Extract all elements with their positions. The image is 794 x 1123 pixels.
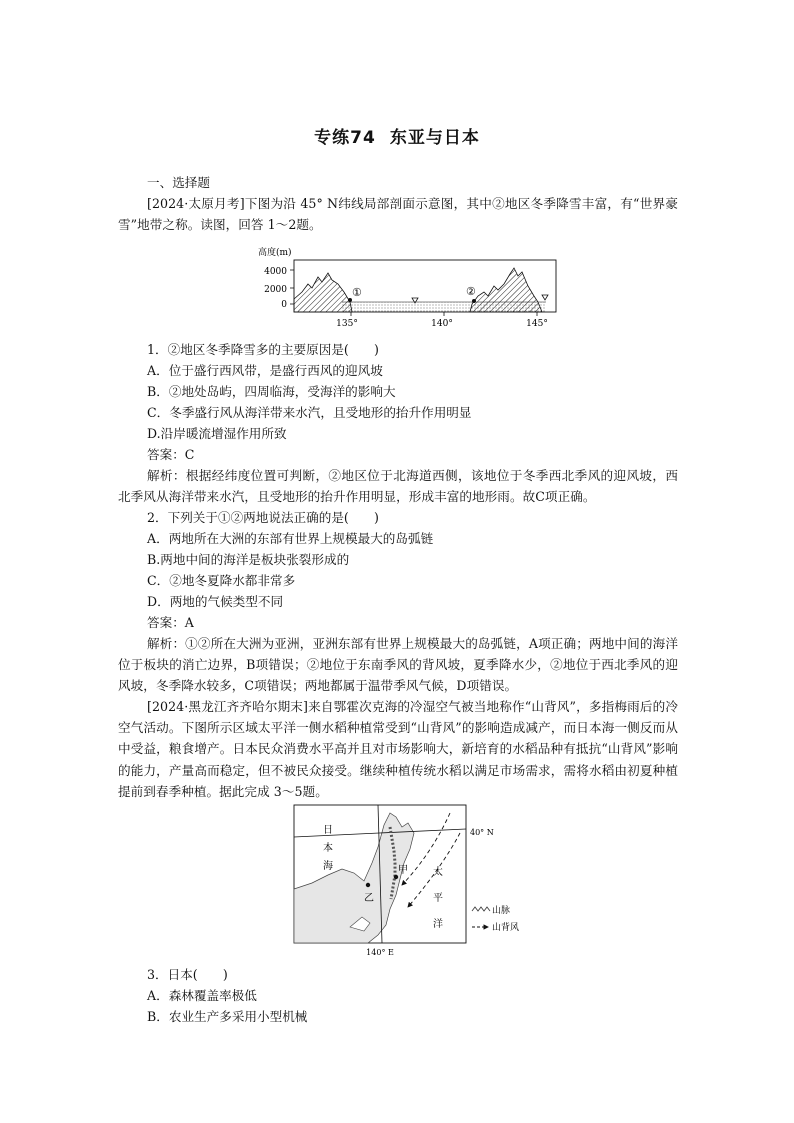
profile-xtick: 135° (336, 319, 358, 329)
q1-option-a: A．位于盛行西风带，是盛行西风的迎风坡 (147, 363, 383, 378)
q2-analysis: 解析：①②所在大洲为亚洲，亚洲东部有世界上规模最大的岛弧链，A项正确；两地中间的海洋位于板块的消亡边界，B项错误；②地位于东南季风的背风坡，夏季降水少，②地位于西北季风的迎风坡，冬季降水较多，C项错误；两地都属于温带季风气候，D项错误。 (118, 636, 678, 694)
site-2-label: ② (466, 285, 476, 298)
legend-wind-label: 山背风 (492, 923, 520, 933)
q1-answer: 答案：C (147, 447, 195, 462)
site-jia-label: 甲 (398, 865, 408, 876)
q1-option-d: D.沿岸暖流增湿作用所致 (147, 426, 287, 441)
q3-stem: 3．日本( ) (147, 967, 228, 982)
mountain-legend-icon (472, 907, 490, 911)
pacific-char: 太 (433, 867, 443, 878)
group1-intro: [2024·太原月考]下图为沿 45° N纬线局部剖面示意图，其中②地区冬季降雪丰富，有“世界豪雪”地带之称。读图，回答 1～2题。 (118, 196, 678, 233)
lat-label: 40° N (470, 828, 494, 837)
q3-option-a: A．森林覆盖率极低 (147, 988, 257, 1003)
q2-stem: 2．下列关于①②两地说法正确的是( ) (147, 510, 379, 525)
q2-option-b: B.两地中间的海洋是板块张裂形成的 (147, 552, 350, 567)
profile-figure (252, 244, 562, 332)
profile-ytick: 0 (281, 300, 287, 310)
q1-analysis: 解析：根据经纬度位置可判断，②地区位于北海道西侧，该地位于冬季西北季风的迎风坡，西北季风从海洋带来水汽，且受地形的抬升作用明显，形成丰富的地形雨。故C项正确。 (118, 468, 678, 505)
q2-answer: 答案：A (147, 615, 194, 630)
q2-option-c: C．②地冬夏降水都非常多 (147, 573, 296, 588)
sea-japan-char: 本 (323, 843, 333, 854)
lon-label: 140° E (366, 948, 394, 957)
sea-japan-char: 日 (323, 825, 333, 836)
site-yi-label: 乙 (364, 893, 374, 904)
q2-option-d: D．两地的气候类型不同 (147, 594, 284, 609)
profile-xtick: 140° (431, 319, 453, 329)
site-1-label: ① (352, 286, 362, 299)
q2-option-a: A．两地所在大洲的东部有世界上规模最大的岛弧链 (147, 531, 434, 546)
group2-intro: [2024·黑龙江齐齐哈尔期末]来自鄂霍次克海的冷湿空气被当地称作“山背风”，多指梅雨后的冷空气活动。下图所示区域太平洋一侧水稻种植常受到“山背风”的影响造成减产，而日本海一侧反而从中受益，粮食增产。日本民众消费水平高并且对市场影响大，新培育的水稻品种有抵抗“山背风”影响的能力，产量高而稳定，但不被民众接受。继续种植传统水稻以满足市场需求，需将水稻由初夏种植提前到春季种植。据此完成 3～5题。 (118, 699, 678, 799)
pacific-char: 平 (433, 893, 443, 904)
title-topic: 东亚与日本 (389, 128, 480, 148)
profile-ylabel: 高度(m) (258, 248, 292, 258)
page-title (0, 123, 794, 148)
q1-option-b: B．②地处岛屿，四周临海，受海洋的影响大 (147, 384, 396, 399)
q1-option-c: C．冬季盛行风从海洋带来水汽，且受地形的抬升作用明显 (147, 405, 472, 420)
left-mountain (294, 273, 352, 312)
profile-ytick: 4000 (264, 267, 287, 277)
profile-xtick: 145° (526, 319, 548, 329)
site-yi-dot (366, 883, 370, 887)
section-heading: 一、选择题 (147, 175, 210, 190)
right-mountain (470, 268, 542, 312)
legend-mountain-label: 山脉 (492, 906, 511, 916)
q1-stem: 1．②地区冬季降雪多的主要原因是( ) (147, 342, 379, 357)
title-number: 专练74 (314, 128, 376, 148)
profile-ytick: 2000 (264, 285, 287, 295)
site-2-dot (472, 299, 476, 303)
japan-map (292, 803, 532, 963)
pacific-char: 洋 (433, 919, 443, 930)
sea-level-symbol (542, 295, 548, 300)
q3-option-b: B．农业生产多采用小型机械 (147, 1009, 308, 1024)
sea-japan-char: 海 (323, 861, 333, 872)
